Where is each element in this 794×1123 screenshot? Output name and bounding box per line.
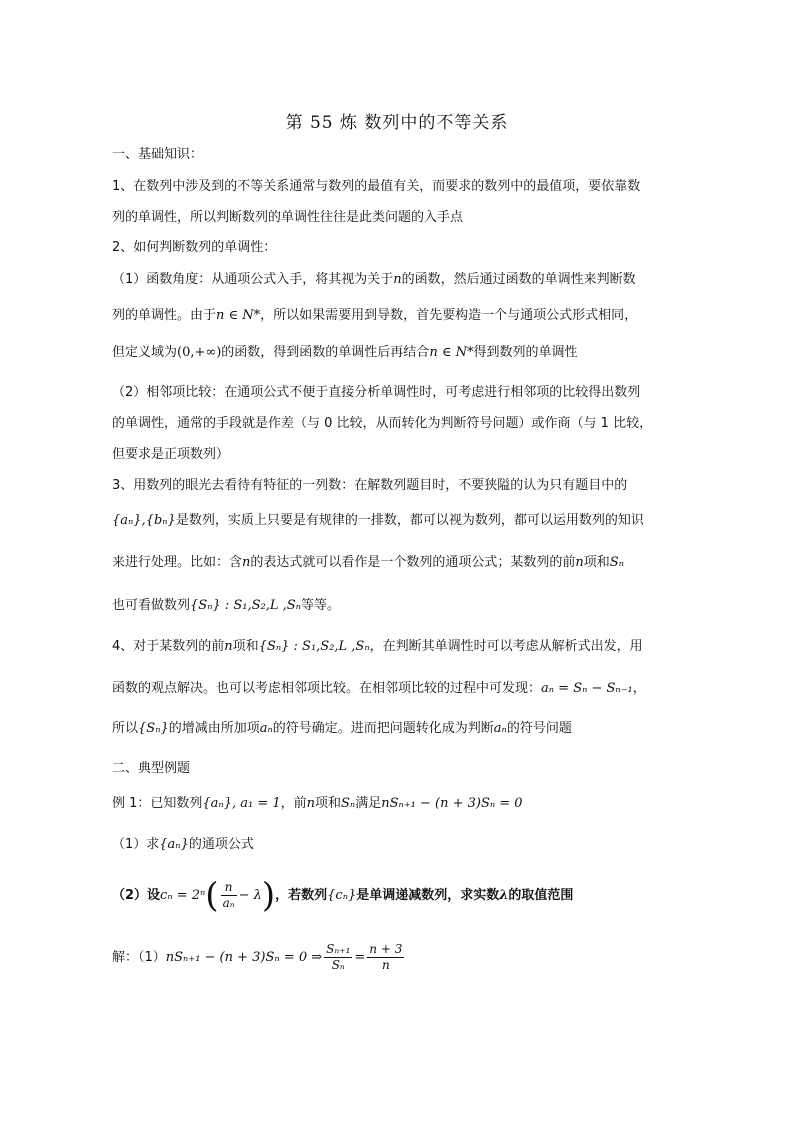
text-segment: 的符号确定。进而把问题转化成为判断: [272, 721, 494, 736]
math-variable: n: [393, 272, 402, 287]
text-segment: （2）设: [112, 888, 161, 903]
section-heading-basics: 一、基础知识：: [112, 147, 204, 162]
paragraph-2-2-line-1: （2）相邻项比较：在通项公式不便于直接分析单调性时，可考虑进行相邻项的比较得出数列: [112, 385, 641, 400]
math-variable: n: [242, 555, 251, 570]
fraction-n-over-an: [221, 880, 237, 911]
paragraph-3-line-2: [112, 512, 644, 530]
text-segment: 函数的观点解决。也可以考虑相邻项比较。在相邻项比较的过程中可发现：: [112, 681, 542, 696]
math-variable: λ: [499, 888, 509, 903]
paragraph-2-1-line-3: [112, 344, 577, 362]
fraction-n3-over-n: [367, 942, 404, 973]
fraction-sn1-over-sn: [324, 942, 352, 973]
math-expression: aₙ: [259, 721, 273, 736]
text-segment: 项和: [583, 555, 610, 570]
text-segment: 列的单调性。由于: [112, 308, 217, 323]
text-segment: 的取值范围: [508, 888, 574, 903]
fraction-numerator: Sₙ₊₁: [326, 942, 351, 956]
text-segment: 例 1：已知数列: [112, 796, 203, 811]
paragraph-4-line-1: [112, 638, 643, 656]
text-segment: 的函数，然后通过函数的单调性来判断数: [401, 272, 636, 287]
fraction-numerator: n: [221, 880, 237, 896]
math-operator: =: [354, 950, 366, 965]
right-paren: ): [261, 875, 276, 916]
paragraph-2-1-line-2: [112, 307, 637, 325]
text-segment: （1）函数角度：从通项公式入手，将其视为关于: [112, 272, 394, 287]
math-expression: − λ: [238, 888, 262, 903]
paragraph-4-line-2: [112, 680, 646, 698]
page-title: 第 55 炼 数列中的不等关系: [285, 113, 509, 133]
text-segment: （1）求: [112, 837, 160, 852]
example-1-question-2: [112, 874, 573, 918]
text-segment: 的符号问题: [506, 721, 572, 736]
text-segment: 所以: [112, 721, 139, 736]
text-segment: ，: [632, 681, 646, 696]
text-segment: 但定义域为: [112, 345, 178, 360]
math-expression: {aₙ}: [159, 837, 189, 852]
math-expression: {Sₙ} : S₁,S₂,L ,Sₙ: [258, 639, 370, 654]
math-variable: n: [224, 639, 233, 654]
math-expression: Sₙ: [341, 796, 356, 811]
example-1-question-1: [112, 836, 254, 854]
text-segment: 是单调递减数列，求实数: [356, 888, 500, 903]
text-segment: 是数列，实质上只要是有规律的一排数，都可以视为数列，都可以运用数列的知识: [175, 513, 644, 528]
math-variable: n: [306, 796, 316, 811]
text-segment: 项和: [232, 639, 259, 654]
text-segment: 的函数，得到函数的单调性后再结合: [221, 345, 430, 360]
paragraph-2-2-line-2: 的单调性，通常的手段就是作差（与 0 比较，从而转化为判断符号问题）或作商（与 1 比较，: [112, 416, 653, 431]
text-segment: 项和: [315, 796, 342, 811]
text-segment: 来进行处理。比如：含: [112, 555, 243, 570]
text-segment: 的增减由所加项: [168, 721, 260, 736]
text-segment: ，若数列: [275, 888, 328, 903]
math-expression: cₙ = 2ⁿ: [160, 888, 206, 903]
fraction-denominator: aₙ: [222, 896, 235, 910]
math-expression: aₙ = Sₙ − Sₙ₋₁: [541, 681, 633, 696]
fraction-numerator: n + 3: [369, 942, 403, 956]
math-expression: nSₙ₊₁ − (n + 3)Sₙ = 0 ⇒: [165, 950, 323, 965]
paragraph-3-line-3: [112, 554, 624, 572]
text-segment: 解：（1）: [112, 950, 166, 965]
math-variable: n: [575, 555, 584, 570]
paragraph-3-line-4: [112, 597, 340, 615]
text-segment: 的表达式就可以看作是一个数列的通项公式；某数列的前: [250, 555, 576, 570]
example-1-statement: [112, 795, 523, 813]
fraction-denominator: Sₙ: [331, 958, 345, 972]
paragraph-3-line-1: 3、用数列的眼光去看待有特征的一列数：在解数列题目时，不要狭隘的认为只有题目中的: [112, 478, 628, 493]
math-expression: {cₙ}: [327, 888, 357, 903]
paragraph-2-1-line-1: [112, 271, 636, 289]
paragraph-2-heading: 2、如何判断数列的单调性：: [112, 240, 277, 255]
text-segment: 的通项公式: [188, 837, 254, 852]
math-expression: n ∈ N*: [216, 308, 261, 323]
text-segment: 等等。: [300, 598, 340, 613]
text-segment: 满足: [355, 796, 382, 811]
text-segment: ，前: [280, 796, 307, 811]
paragraph-1-line-1: 1、在数列中涉及到的不等关系通常与数列的最值有关，而要求的数列中的最值项，要依靠数: [112, 179, 641, 194]
math-expression: Sₙ: [609, 555, 624, 570]
math-expression: {Sₙ} : S₁,S₂,L ,Sₙ: [190, 598, 301, 613]
paragraph-4-line-3: [112, 720, 572, 738]
text-segment: 也可看做数列: [112, 598, 191, 613]
math-expression: (0,+∞): [177, 345, 222, 360]
text-segment: 4、对于某数列的前: [112, 639, 225, 654]
paragraph-2-2-line-3: 但要求是正项数列）: [112, 447, 230, 462]
text-segment: ，所以如果需要用到导数，首先要构造一个与通项公式形式相同，: [260, 308, 638, 323]
left-paren: (: [205, 875, 219, 916]
math-expression: {aₙ},{bₙ}: [112, 513, 176, 528]
math-expression: nSₙ₊₁ − (n + 3)Sₙ = 0: [381, 796, 523, 811]
section-heading-examples: 二、典型例题: [112, 761, 191, 776]
math-expression: n ∈ N*: [429, 345, 474, 360]
text-segment: ，在判断其单调性时可以考虑从解析式出发，用: [369, 639, 643, 654]
math-expression: {aₙ}, a₁ = 1: [202, 796, 281, 811]
solution-line-1: [112, 936, 406, 980]
fraction-denominator: n: [381, 958, 390, 972]
math-expression: {Sₙ}: [138, 721, 169, 736]
text-segment: 得到数列的单调性: [473, 345, 578, 360]
math-expression: aₙ: [493, 721, 507, 736]
paragraph-1-line-2: 列的单调性，所以判断数列的单调性往往是此类问题的入手点: [112, 210, 464, 225]
